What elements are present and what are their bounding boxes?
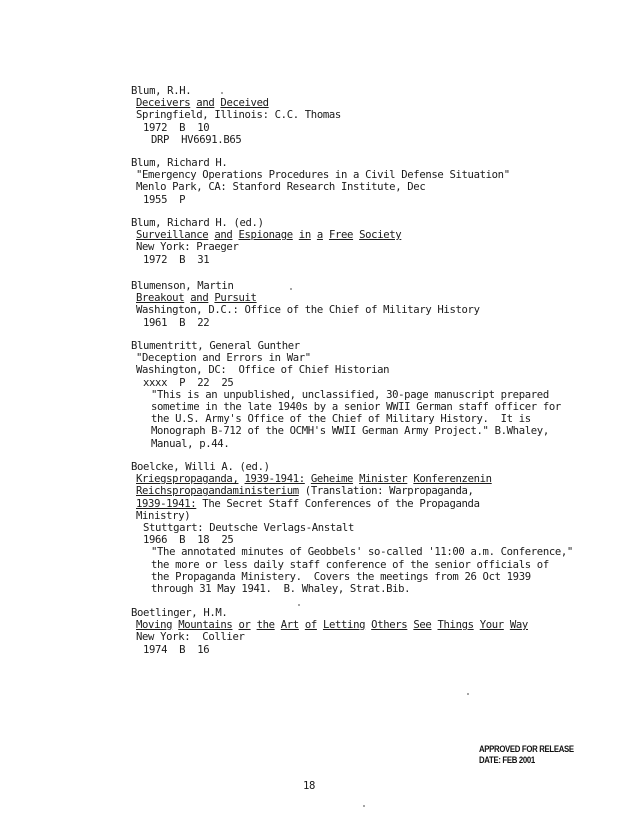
entry-author: Blum, Richard H.: [131, 157, 228, 169]
entry-codes: 1955 P: [143, 193, 186, 206]
entry-annotation-line: the more or less daily staff conference of the senior officials of: [151, 558, 549, 571]
entry-publisher: Washington, D.C.: Office of the Chief of Military History: [136, 304, 480, 317]
entry-author: Blumenson, Martin: [131, 280, 234, 292]
entry-annotation-line: the Propaganda Ministery. Covers the meetings from 26 Oct 1939: [151, 570, 531, 583]
entry-title-cont: Reichspropagandaministerium (Translation: Warpropaganda,: [136, 485, 474, 498]
bib-entry-blumentritt: [131, 340, 611, 450]
entry-title: Surveillance and Espionage in a Free Society: [136, 229, 402, 242]
bib-entry-boetlinger: [131, 607, 611, 656]
entry-publisher: New York: Praeger: [136, 241, 239, 254]
entry-title: Deceivers and Deceived: [136, 97, 269, 110]
entry-title: Kriegspropaganda, 1939-1941: Geheime Minister Konferenzenin: [136, 473, 492, 486]
entry-annotation-line: the U.S. Army's Office of the Chief of Military History. It is: [151, 413, 531, 426]
entry-title: "Emergency Operations Procedures in a Civil Defense Situation": [136, 169, 510, 182]
entry-author: Blumentritt, General Gunther: [131, 340, 300, 352]
entry-codes: 1972 B 31: [143, 253, 210, 266]
release-stamp-date: DATE: FEB 2001: [479, 755, 535, 766]
entry-annotation-line: Manual, p.44.: [151, 437, 230, 450]
entry-annotation-line: sometime in the late 1940s by a senior WWII German staff officer for: [151, 400, 561, 413]
entry-publisher: Washington, DC: Office of Chief Historian: [136, 364, 390, 377]
entry-codes: xxxx P 22 25: [143, 376, 234, 389]
entry-publisher: Stuttgart: Deutsche Verlags-Anstalt: [143, 521, 354, 534]
scan-speck: [363, 805, 365, 807]
entry-title: "Deception and Errors in War": [136, 352, 311, 365]
scan-speck: [290, 288, 292, 290]
page-number: 18: [303, 780, 316, 792]
entry-call-number: DRP HV6691.B65: [151, 133, 242, 146]
bib-entry-blumenson: [131, 280, 611, 329]
entry-codes: 1961 B 22: [143, 316, 210, 329]
bib-entry-blum-richard: [131, 157, 611, 206]
entry-annotation-line: "This is an unpublished, unclassified, 30-page manuscript prepared: [151, 388, 549, 401]
release-stamp: [479, 744, 574, 766]
scan-speck: [221, 92, 223, 94]
entry-translation: 1939-1941: The Secret Staff Conferences of the Propaganda: [136, 497, 480, 510]
entry-author: Blum, R.H.: [131, 85, 192, 97]
entry-author: Boelcke, Willi A. (ed.): [131, 461, 270, 473]
entry-author: Boetlinger, H.M.: [131, 607, 228, 619]
entry-publisher: Springfield, Illinois: C.C. Thomas: [136, 109, 341, 122]
entry-codes: 1974 B 16: [143, 643, 210, 656]
bib-entry-blum-rh: [131, 85, 611, 146]
entry-publisher: Menlo Park, CA: Stanford Research Institute, Dec: [136, 181, 426, 194]
entry-translation-cont: Ministry): [136, 509, 191, 522]
release-stamp-line: APPROVED FOR RELEASE: [479, 744, 574, 755]
bib-entry-boelcke: [131, 461, 611, 595]
entry-author: Blum, Richard H. (ed.): [131, 217, 264, 229]
entry-title: Moving Mountains or the Art of Letting Others See Things Your Way: [136, 619, 528, 632]
entry-annotation-line: "The annotated minutes of Geobbels' so-called '11:00 a.m. Conference,": [151, 546, 573, 559]
scan-speck: [467, 693, 469, 695]
entry-codes: 1972 B 10: [143, 121, 210, 134]
bib-entry-blum-richard-ed: [131, 217, 611, 266]
entry-title: Breakout and Pursuit: [136, 292, 257, 305]
scan-speck: [298, 604, 300, 606]
entry-annotation-line: Monograph B-712 of the OCMH's WWII German Army Project." B.Whaley,: [151, 425, 549, 438]
entry-publisher: New York: Collier: [136, 631, 245, 644]
entry-annotation-line: through 31 May 1941. B. Whaley, Strat.Bib.: [151, 582, 411, 595]
entry-codes: 1966 B 18 25: [143, 534, 234, 547]
